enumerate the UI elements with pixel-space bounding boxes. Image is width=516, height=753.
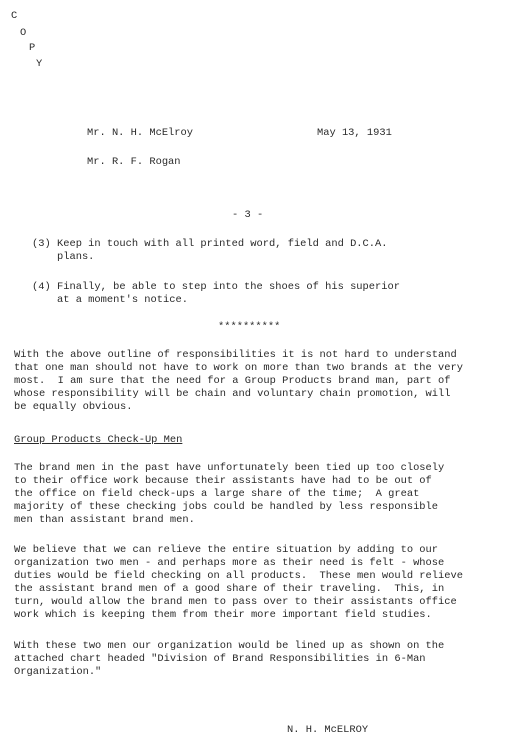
text-line: whose responsibility will be chain and voluntary chain promotion, will [14,388,451,400]
text-line: organization two men - and perhaps more as their need is felt - whose [14,557,445,569]
list-item-text [57,238,387,264]
text-line: men than assistant brand men. [14,514,195,526]
paragraph [14,462,504,527]
paragraph [14,544,504,622]
copy-mark-letter: P [29,42,36,54]
text-line: We believe that we can relieve the entire situation by adding to our [14,544,439,556]
text-line: Keep in touch with all printed word, field and D.C.A. [57,238,388,250]
text-line: most. I am sure that the need for a Group Products brand man, part of [14,375,451,387]
list-item-number: (3) [32,238,51,250]
paragraph [14,640,504,679]
copy-mark-letter: C [11,10,18,22]
recipient: Mr. N. H. McElroy [87,127,194,139]
text-line: work which is keeping them from their more important field studies. [14,609,432,621]
page-number: - 3 - [232,209,264,221]
text-line: the office on field check-ups a large share of the time; A great [14,488,420,500]
memo-date: May 13, 1931 [317,127,392,139]
sender: Mr. R. F. Rogan [87,156,181,168]
text-line: turn, would allow the brand men to pass over to their assistants office [14,596,457,608]
copy-mark-letter: Y [36,58,43,70]
text-line: With the above outline of responsibilities it is not hard to understand [14,349,457,361]
list-item-number: (4) [32,281,51,293]
text-line: plans. [57,251,95,263]
text-line: With these two men our organization would be lined up as shown on the [14,640,445,652]
text-line: Organization." [14,666,102,678]
separator: ********** [218,321,281,333]
text-line: the assistant brand men of a good share of their traveling. This, in [14,583,445,595]
list-item-text [57,281,400,307]
section-heading: Group Products Check-Up Men [14,434,183,446]
signature: N. H. McELROY [287,724,369,736]
copy-mark-letter: O [20,27,27,39]
text-line: at a moment's notice. [57,294,188,306]
text-line: to their office work because their assistants have had to be out of [14,475,432,487]
text-line: Finally, be able to step into the shoes of his superior [57,281,400,293]
text-line: duties would be field checking on all products. These men would relieve [14,570,463,582]
text-line: attached chart headed "Division of Brand Responsibilities in 6-Man [14,653,426,665]
text-line: that one man should not have to work on more than two brands at the very [14,362,463,374]
paragraph [14,349,504,414]
text-line: The brand men in the past have unfortunately been tied up too closely [14,462,445,474]
text-line: majority of these checking jobs could be handled by less responsible [14,501,439,513]
text-line: be equally obvious. [14,401,133,413]
